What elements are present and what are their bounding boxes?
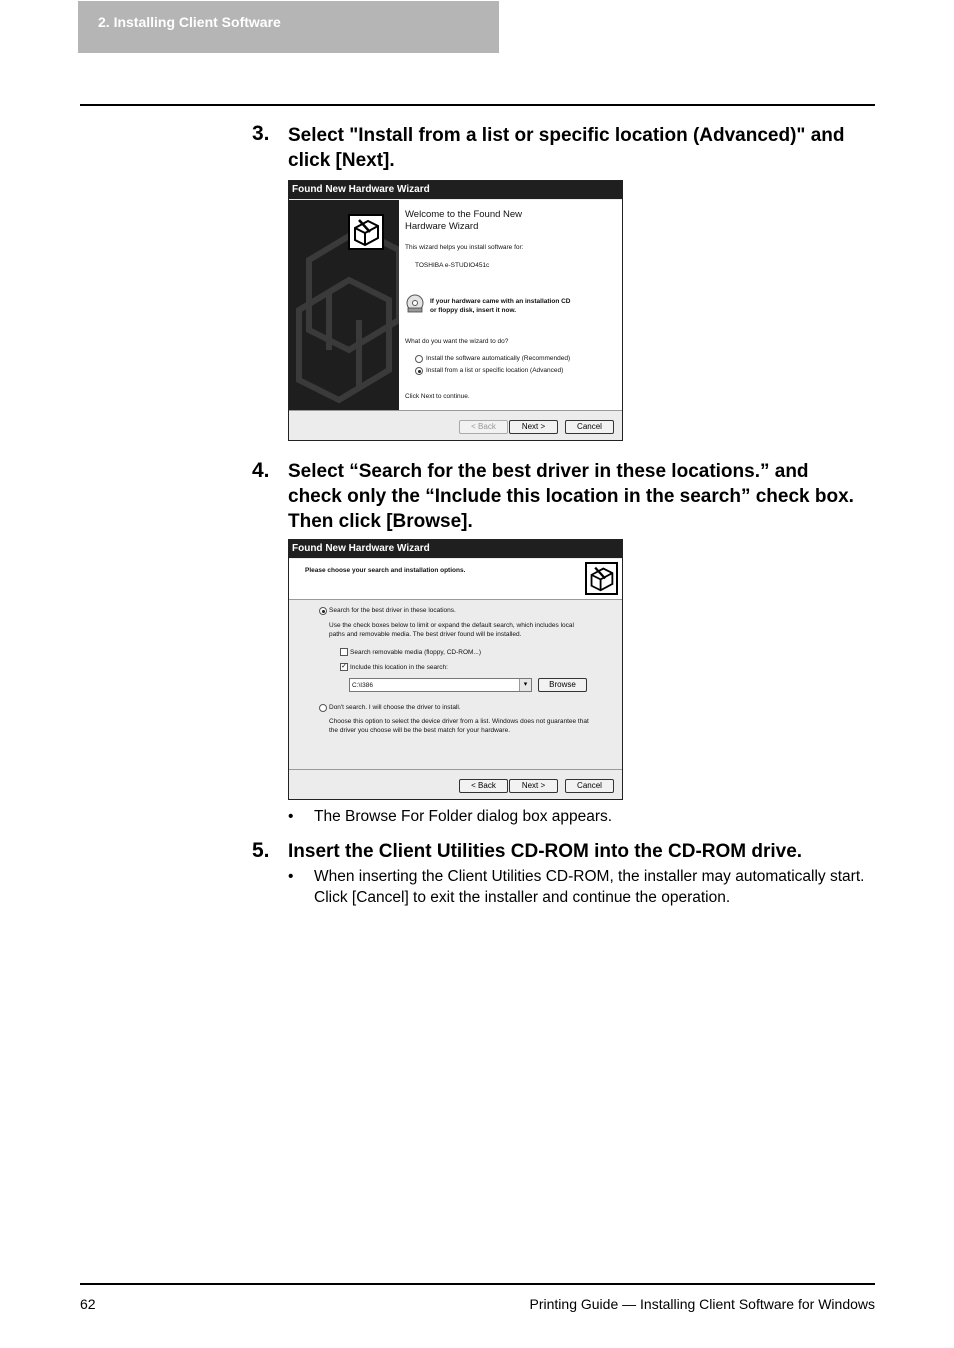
top-rule xyxy=(80,104,875,106)
wizard-question: What do you want the wizard to do? xyxy=(405,338,509,345)
hardware-wizard-icon xyxy=(348,214,384,250)
bullet-dot: • xyxy=(288,808,294,825)
option-dont-search-label: Don't search. I will choose the driver to install. xyxy=(329,704,461,711)
option-auto-label: Install the software automatically (Recommended) xyxy=(426,355,571,362)
step-4-bullet-text: The Browse For Folder dialog box appears. xyxy=(314,808,613,825)
dialog-header-band xyxy=(289,559,622,600)
step-5-bullet-text: When inserting the Client Utilities CD-ROM, the installer may automatically start. Click [Cancel] to exit the installer and continue the operation. xyxy=(314,868,865,906)
cd-disc-icon xyxy=(405,294,425,314)
cd-instruction-line2: or floppy disk, insert it now. xyxy=(430,307,517,314)
step-5-number: 5. xyxy=(252,839,270,862)
device-name: TOSHIBA e-STUDIO451c xyxy=(415,262,490,269)
back-button[interactable]: < Back xyxy=(459,420,508,434)
step-5-text: Insert the Client Utilities CD-ROM into the CD-ROM drive. xyxy=(288,841,803,862)
continue-text: Click Next to continue. xyxy=(405,393,470,400)
dialog-separator xyxy=(289,769,622,770)
wizard-intro: This wizard helps you install software for: xyxy=(405,244,524,251)
next-button[interactable]: Next > xyxy=(509,420,558,434)
checkbox-search-removable[interactable] xyxy=(340,648,348,656)
radio-search-best-driver[interactable] xyxy=(319,607,327,615)
wizard-side-banner xyxy=(289,200,399,410)
option-list-label: Install from a list or specific location (Advanced) xyxy=(426,367,564,374)
search-description-line2: paths and removable media. The best driver found will be installed. xyxy=(329,631,522,638)
chevron-down-icon[interactable]: ▾ xyxy=(519,679,531,691)
cancel-button[interactable]: Cancel xyxy=(565,420,614,434)
radio-dont-search[interactable] xyxy=(319,704,327,712)
next-button[interactable]: Next > xyxy=(509,779,558,793)
search-options-dialog xyxy=(288,539,623,800)
page-number: 62 xyxy=(80,1296,96,1312)
dialog-title: Found New Hardware Wizard xyxy=(289,181,622,199)
wizard-welcome-dialog xyxy=(288,180,623,441)
checkbox-include-location[interactable]: ✓ xyxy=(341,663,347,670)
step-4-number: 4. xyxy=(252,459,270,482)
dialog-heading: Please choose your search and installation options. xyxy=(305,567,466,574)
search-description-line1: Use the check boxes below to limit or expand the default search, which includes local xyxy=(329,622,574,629)
bullet-dot: • xyxy=(288,868,294,885)
step-3-text: Select "Install from a list or specific location (Advanced)" and click [Next]. xyxy=(288,125,845,171)
section-title: 2. Installing Client Software xyxy=(98,14,281,30)
dialog-title: Found New Hardware Wizard xyxy=(289,540,622,558)
dont-description-line1: Choose this option to select the device driver from a list. Windows does not guarantee that xyxy=(329,718,589,725)
wizard-heading-line2: Hardware Wizard xyxy=(405,221,479,232)
back-button[interactable]: < Back xyxy=(459,779,508,793)
footer-title: Printing Guide — Installing Client Software for Windows xyxy=(529,1296,875,1312)
cd-instruction-line1: If your hardware came with an installation CD xyxy=(430,298,571,305)
step-4-text: Select “Search for the best driver in these locations.” and check only the “Include this location in the search” check box. Then click [Browse]. xyxy=(288,461,854,532)
wizard-content xyxy=(399,200,622,410)
check-removable-label: Search removable media (floppy, CD-ROM...) xyxy=(350,649,482,656)
bottom-rule xyxy=(80,1283,875,1285)
section-header-tab xyxy=(78,1,499,53)
dialog-separator xyxy=(289,410,622,411)
check-include-label: Include this location in the search: xyxy=(350,664,448,671)
browse-button[interactable]: Browse xyxy=(538,678,587,692)
cancel-button[interactable]: Cancel xyxy=(565,779,614,793)
location-path-combobox[interactable] xyxy=(349,678,532,692)
hardware-wizard-icon xyxy=(585,562,618,595)
location-path-value: C:\I386 xyxy=(352,682,373,689)
step-3-number: 3. xyxy=(252,122,270,145)
dont-description-line2: the driver you choose will be the best match for your hardware. xyxy=(329,727,511,734)
radio-install-automatically[interactable] xyxy=(415,355,423,363)
wizard-heading-line1: Welcome to the Found New xyxy=(405,209,523,220)
option-search-label: Search for the best driver in these locations. xyxy=(329,607,456,614)
radio-install-from-list[interactable] xyxy=(415,367,423,375)
